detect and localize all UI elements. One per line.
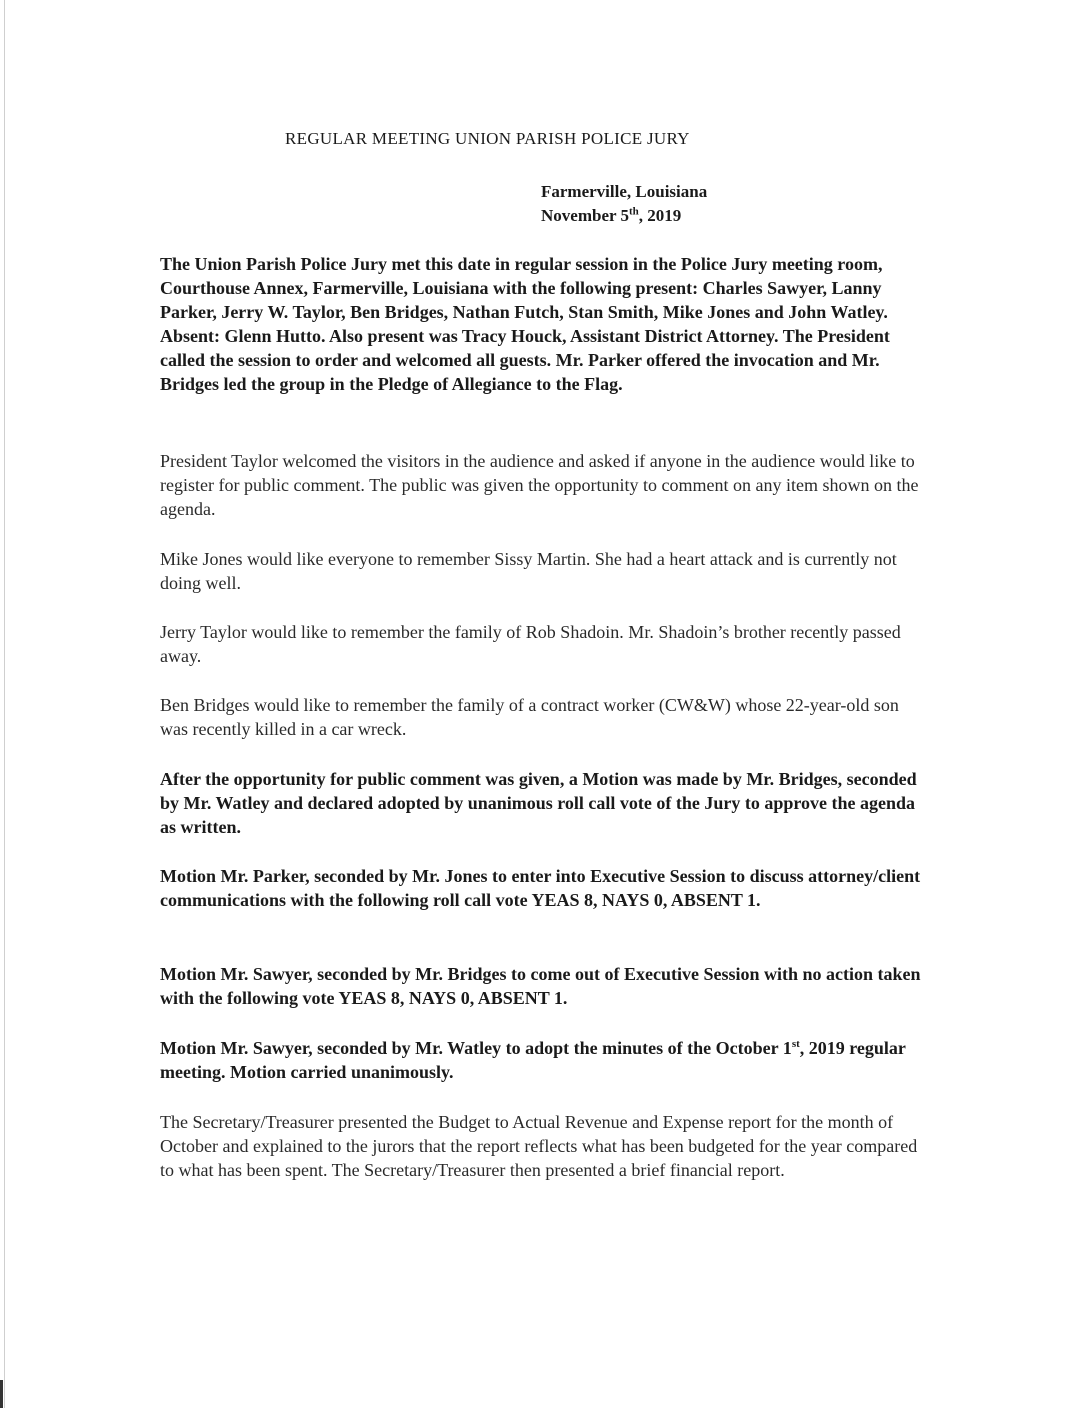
paragraph-executive-session-exit: Motion Mr. Sawyer, seconded by Mr. Bridges to come out of Executive Session with no action taken with the following vote YEAS 8, NAYS 0, ABSENT 1. <box>160 964 921 1008</box>
meeting-date <box>541 204 707 228</box>
paragraph-remember-contract-worker: Ben Bridges would like to remember the family of a contract worker (CW&W) whose 22-year-old son was recently killed in a car wreck. <box>160 695 899 739</box>
minutes-text-a: Motion Mr. Sawyer, seconded by Mr. Watley to adopt the minutes of the October 1 <box>160 1038 792 1058</box>
paragraph-agenda-motion: After the opportunity for public comment was given, a Motion was made by Mr. Bridges, seconded by Mr. Watley and declared adopted by unanimous roll call vote of the Jury to approve the agenda as written. <box>160 769 917 837</box>
location-date-block <box>541 180 707 228</box>
scan-left-edge <box>4 0 5 1408</box>
paragraph-executive-session-enter: Motion Mr. Parker, seconded by Mr. Jones to enter into Executive Session to discuss attorney/client communications with the following roll call vote YEAS 8, NAYS 0, ABSENT 1. <box>160 866 921 910</box>
minutes-ordinal: st <box>791 1038 800 1050</box>
location: Farmerville, Louisiana <box>541 182 708 201</box>
paragraph-attendance: The Union Parish Police Jury met this date in regular session in the Police Jury meeting room, Courthouse Annex, Farmerville, Louisiana with the following present: Charles Sawyer, Lanny Parker, Jerry W. Taylor, Ben Bridges, Nathan Futch, Stan Smith, Mike Jones and John Watley. Absent: Glenn Hutto. Also present was Tracy Houck, Assistant District Attorney. The President called the session to order and welcomed all guests. Mr. Parker offered the invocation and Mr. Bridges led the group in the Pledge of Allegiance to the Flag. <box>160 254 890 394</box>
date-text: November 5 <box>541 206 629 225</box>
paragraph-financial-report: The Secretary/Treasurer presented the Budget to Actual Revenue and Expense report for the month of October and explained to the jurors that the report reflects what has been budgeted for the year compared to what has been spent. The Secretary/Treasurer then presented a brief financial report. <box>160 1112 918 1180</box>
paragraph-minutes-motion <box>160 1036 930 1084</box>
document-title: REGULAR MEETING UNION PARISH POLICE JURY <box>285 129 690 148</box>
paragraph-remember-shadoin: Jerry Taylor would like to remember the family of Rob Shadoin. Mr. Shadoin’s brother recently passed away. <box>160 622 901 666</box>
scan-mark <box>0 1380 3 1408</box>
paragraph-public-comment: President Taylor welcomed the visitors in the audience and asked if anyone in the audience would like to register for public comment. The public was given the opportunity to comment on any item shown on the agenda. <box>160 451 919 519</box>
date-year: , 2019 <box>638 206 682 225</box>
date-ordinal: th <box>628 205 639 218</box>
paragraph-remember-martin: Mike Jones would like everyone to remember Sissy Martin. She had a heart attack and is currently not doing well. <box>160 549 897 593</box>
minutes-text-b: , 2019 regular meeting. Motion carried unanimously. <box>160 1038 906 1082</box>
